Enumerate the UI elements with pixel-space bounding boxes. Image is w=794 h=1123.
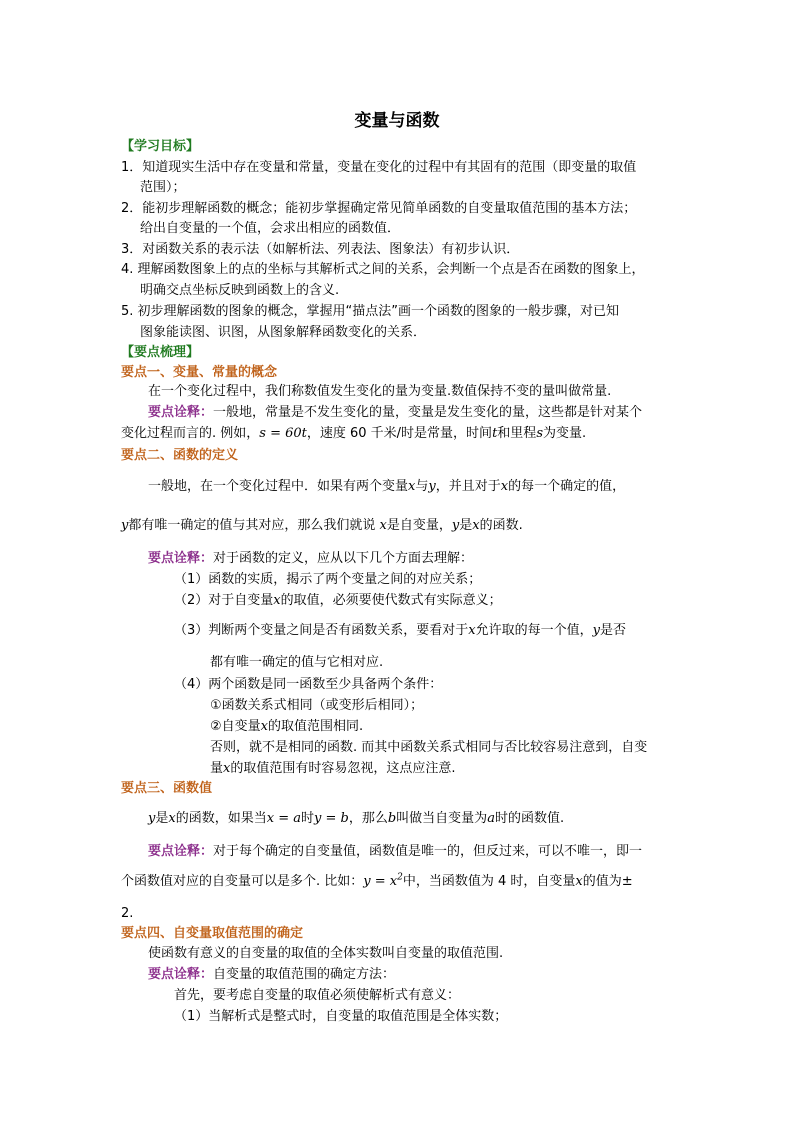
objective-line: 范围）；: [140, 180, 186, 195]
text-run: 的取值范围有时容易忽视，这点应注意.: [230, 761, 456, 776]
note-line: [148, 405, 642, 421]
objective-line: 2．能初步理解函数的概念；能初步掌握确定常见简单函数的自变量取值范围的基本方法；: [121, 201, 637, 216]
paragraph-line: 在一个变化过程中，我们称数值发生变化的量为变量.数值保持不变的量叫做常量.: [148, 384, 612, 399]
paragraph-line: [121, 874, 633, 890]
paragraph-line: 首先，要考虑自变量的取值必须使解析式有意义：: [174, 988, 461, 1003]
objective-line: 明确交点坐标反映到函数上的含义.: [140, 283, 340, 298]
note-line: [148, 967, 395, 983]
variable: s: [536, 426, 543, 441]
list-item: （4）两个函数是同一函数至少具备两个条件：: [174, 677, 443, 692]
objective-line: 图象能读图、识图，从图象解释函数变化的关系．: [140, 325, 427, 340]
text-run: 为变量.: [542, 426, 587, 441]
variable: x: [273, 593, 281, 608]
text-run: 的每一个确定的值，: [508, 479, 626, 494]
text-run: 和里程: [497, 426, 537, 441]
variable: b: [387, 811, 397, 826]
note-text: 对于每个确定的自变量值，函数值是唯一的，但反过来，可以不唯一，即一: [213, 844, 643, 859]
text-run: 是: [155, 811, 169, 826]
objective-line: 给出自变量的一个值，会求出相应的函数值．: [140, 221, 401, 236]
paragraph-line: [121, 426, 586, 442]
text-run: 时的函数值.: [494, 811, 565, 826]
formula: s = 60t: [259, 426, 307, 441]
variable: y: [148, 811, 156, 826]
paragraph-line: [121, 518, 523, 534]
note-label: 要点诠释：: [148, 551, 214, 566]
variable: x: [575, 874, 583, 889]
variable: x: [379, 518, 387, 533]
paragraph-line: 使函数有意义的自变量的取值的全体实数叫自变量的取值范围.: [148, 946, 504, 961]
variable: y: [428, 479, 436, 494]
note-line: [148, 844, 642, 860]
list-item: （1）当解析式是整式时，自变量的取值范围是全体实数；: [174, 1009, 508, 1024]
heading-point-three: 要点三、函数值: [121, 781, 213, 796]
text-run: 一般地，在一个变化过程中．如果有两个变量: [148, 479, 409, 494]
objective-line: 1．知道现实生活中存在变量和常量，变量在变化的过程中有其固有的范围（即变量的取值: [121, 160, 637, 175]
note-text: 自变量的取值范围的确定方法：: [213, 967, 396, 982]
text-run: 的取值范围相同.: [268, 719, 364, 734]
text-run: 量: [210, 761, 224, 776]
text-run: 叫做当自变量为: [396, 811, 488, 826]
text-run: 时: [300, 811, 314, 826]
objective-line: 5. 初步理解函数的图象的概念，掌握用“描点法”画一个函数的图象的一般步骤，对已知: [121, 304, 620, 319]
text-run: 是自变量，: [386, 518, 452, 533]
objective-line: 3．对函数关系的表示法（如解析法、列表法、图象法）有初步认识．: [121, 242, 520, 257]
variable: x: [260, 719, 268, 734]
exponent: 2: [397, 872, 403, 883]
list-item: （1）函数的实质，揭示了两个变量之间的对应关系；: [174, 572, 482, 587]
section-heading-objectives: 【学习目标】: [121, 139, 200, 154]
note-label: 要点诠释：: [148, 844, 214, 859]
note-line: [148, 551, 473, 567]
variable: x: [168, 811, 176, 826]
paragraph-line: 2.: [121, 906, 134, 921]
variable: x: [472, 518, 480, 533]
text-run: ，速度 60 千米/时是常量，时间: [306, 426, 493, 441]
objective-line: 4. 理解函数图象上的点的坐标与其解析式之间的关系，会判断一个点是否在函数的图象上，: [121, 262, 645, 277]
note-label: 要点诠释：: [148, 967, 214, 982]
text-run: 的值为±: [582, 874, 633, 889]
paragraph-line: 否则，就不是相同的函数. 而其中函数关系式相同与否比较容易注意到，自变: [210, 740, 648, 755]
paragraph-line: [210, 761, 456, 777]
variable: y: [121, 518, 129, 533]
text-run: 与: [415, 479, 429, 494]
paragraph-line: [148, 811, 564, 827]
text-run: 允许取的每一个值，: [475, 623, 593, 638]
formula: x = a: [266, 811, 301, 826]
note-text: 对于函数的定义，应从以下几个方面去理解：: [213, 551, 474, 566]
variable: x: [223, 761, 231, 776]
variable: x: [468, 623, 476, 638]
text-run: 都有唯一确定的值与其对应，那么我们就说: [128, 518, 376, 533]
condition-item: [210, 719, 363, 735]
variable: t: [492, 426, 498, 441]
text-run: 是: [459, 518, 473, 533]
text-run: 的函数.: [479, 518, 523, 533]
text-run: ②自变量: [210, 719, 261, 734]
list-item-continuation: 都有唯一确定的值与它相对应.: [210, 655, 384, 670]
note-label: 要点诠释：: [148, 405, 214, 420]
text-run: （2）对于自变量: [174, 593, 274, 608]
paragraph-line: [148, 479, 625, 495]
formula: y = b: [314, 811, 349, 826]
variable: a: [487, 811, 495, 826]
variable: y: [592, 623, 600, 638]
text-run: ，那么: [348, 811, 388, 826]
text-run: 的函数，如果当: [175, 811, 267, 826]
text-run: 变化过程而言的. 例如，: [121, 426, 260, 441]
heading-point-four: 要点四、自变量取值范围的确定: [121, 926, 304, 941]
section-heading-points: 【要点梳理】: [121, 345, 200, 360]
list-item: [174, 623, 626, 639]
note-text: 一般地，常量是不发生变化的量，变量是发生变化的量，这些都是针对某个: [213, 405, 643, 420]
variable: y: [451, 518, 460, 533]
page-title: 变量与函数: [354, 111, 440, 131]
text-run: 是否: [600, 623, 627, 638]
text-run: ，并且对于: [435, 479, 501, 494]
heading-point-two: 要点二、函数的定义: [121, 448, 239, 463]
text-run: 中，当函数值为 4 时，自变量: [402, 874, 576, 889]
heading-point-one: 要点一、变量、常量的概念: [121, 365, 278, 380]
text-run: （3）判断两个变量之间是否有函数关系，要看对于: [174, 623, 469, 638]
formula: y = x: [363, 874, 398, 889]
variable: x: [500, 479, 509, 494]
variable: x: [408, 479, 416, 494]
condition-item: ①函数关系式相同（或变形后相同）；: [210, 698, 424, 713]
text-run: 个函数值对应的自变量可以是多个. 比如：: [121, 874, 364, 889]
list-item: [174, 593, 502, 609]
text-run: 的取值，必须要使代数式有实际意义；: [280, 593, 502, 608]
